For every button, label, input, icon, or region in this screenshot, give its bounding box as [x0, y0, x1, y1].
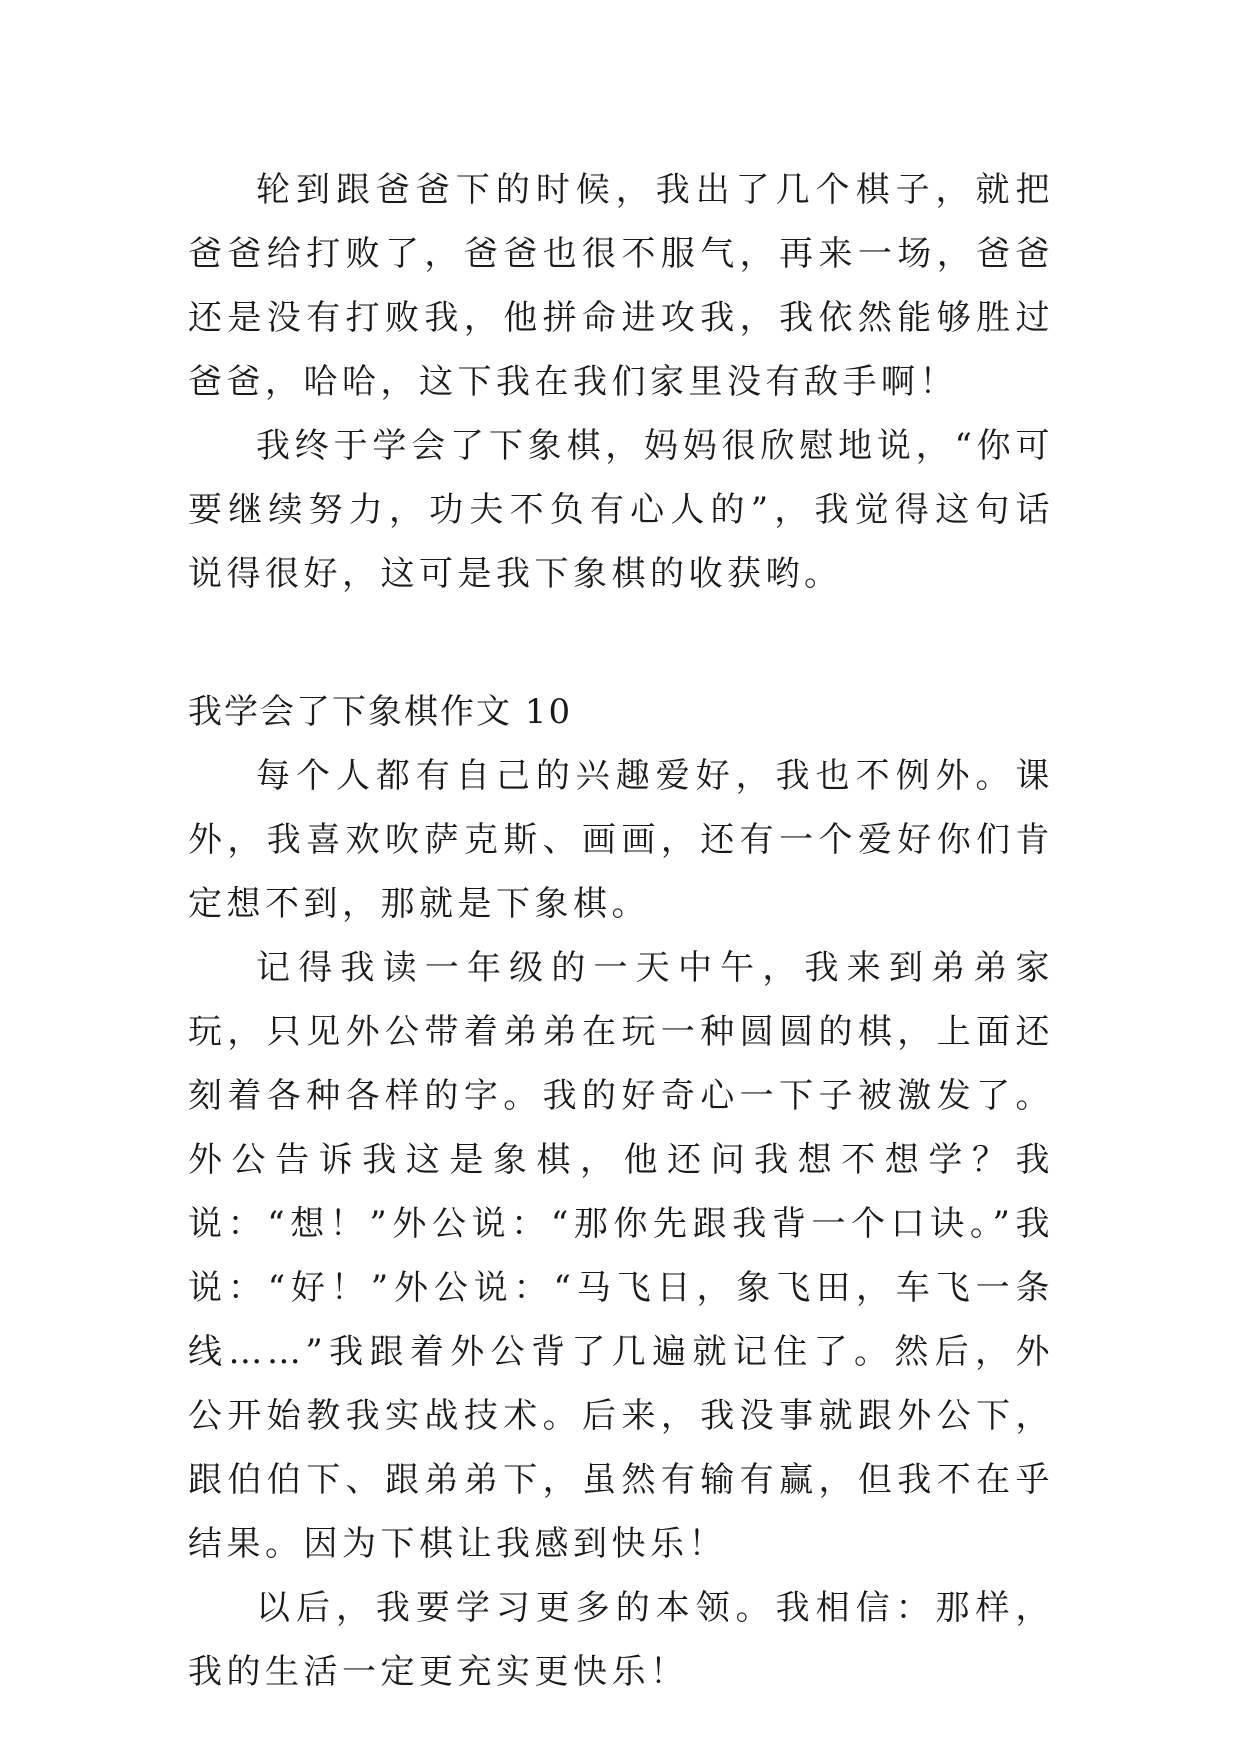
paragraph: 记得我读一年级的一天中午，我来到弟弟家玩，只见外公带着弟弟在玩一种圆圆的棋，上面还刻着各种各样的字。我的好奇心一下子被激发了。外公告诉我这是象棋，他还问我想不想学？我说：“想！”外公说：“那你先跟我背一个口诀。”我说：“好！”外公说：“马飞日，象飞田，车飞一条线……”我跟着外公背了几遍就记住了。然后，外公开始教我实战技术。后来，我没事就跟外公下，跟伯伯下、跟弟弟下，虽然有输有赢，但我不在乎结果。因为下棋让我感到快乐！ [188, 948, 1054, 1564]
document-body [188, 158, 1054, 1704]
paragraph: 轮到跟爸爸下的时候，我出了几个棋子，就把爸爸给打败了，爸爸也很不服气，再来一场，爸爸还是没有打败我，他拼命进攻我，我依然能够胜过爸爸，哈哈，这下我在我们家里没有敌手啊！ [188, 170, 1054, 402]
paragraph: 以后，我要学习更多的本领。我相信：那样，我的生活一定更充实更快乐！ [188, 1588, 1054, 1692]
paragraph: 每个人都有自己的兴趣爱好，我也不例外。课外，我喜欢吹萨克斯、画画，还有一个爱好你们肯定想不到，那就是下象棋。 [188, 756, 1054, 924]
section-title: 我学会了下象棋作文 10 [188, 692, 573, 732]
paragraph: 我终于学会了下象棋，妈妈很欣慰地说，“你可要继续努力，功夫不负有心人的”，我觉得这句话说得很好，这可是我下象棋的收获哟。 [188, 426, 1054, 594]
